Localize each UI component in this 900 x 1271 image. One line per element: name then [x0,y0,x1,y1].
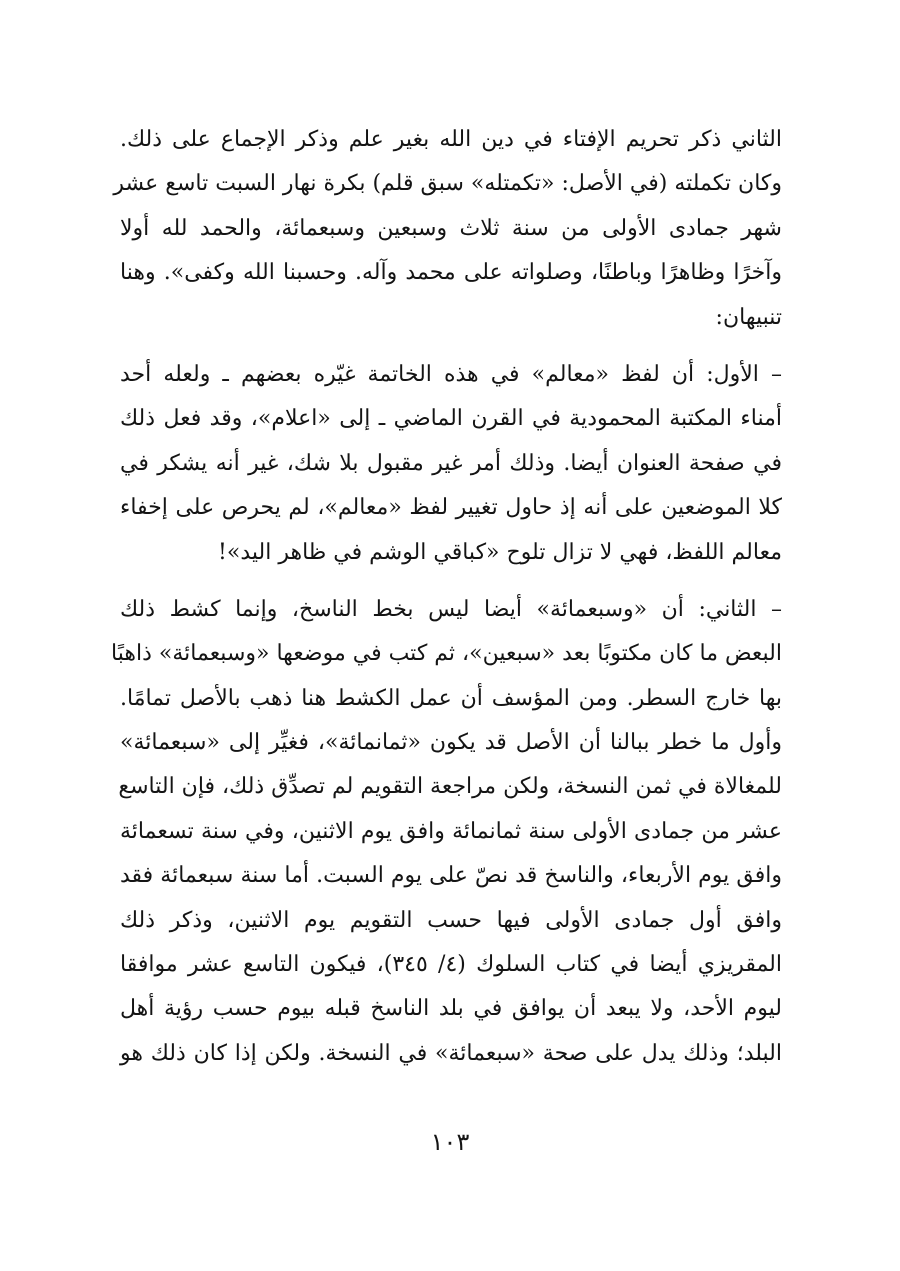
text-line: ليوم الأحد، ولا يبعد أن يوافق في بلد الناسخ قبله بيوم حسب رؤية أهل [120,996,782,1022]
text-line: – الأول: أن لفظ «معالم» في هذه الخاتمة غيّره بعضهم ـ ولعله أحد [120,361,782,387]
text-line: بها خارج السطر. ومن المؤسف أن عمل الكشط هنا ذهب بالأصل تمامًا. [120,685,782,711]
text-line: وكان تكملته (في الأصل: «تكمتله» سبق قلم) بكرة نهار السبت تاسع عشر [113,171,782,197]
text-line: وافق أول جمادى الأولى فيها حسب التقويم يوم الاثنين، وذكر ذلك [120,907,782,933]
page-number: ١٠٣ [430,1128,470,1156]
text-line: وآخرًا وظاهرًا وباطنًا، وصلواته على محمد وآله. وحسبنا الله وكفى». وهنا [120,260,782,286]
text-line: معالم اللفظ، فهي لا تزال تلوح «كباقي الوشم في ظاهر اليد»! [218,539,782,565]
text-line: للمغالاة في ثمن النسخة، ولكن مراجعة التقويم لم تصدِّق ذلك، فإن التاسع [118,774,782,800]
text-line: وافق يوم الأربعاء، والناسخ قد نصّ على يوم السبت. أما سنة سبعمائة فقد [120,863,782,889]
document-body [111,118,782,1076]
text-line: أمناء المكتبة المحمودية في القرن الماضي ـ إلى «اعلام»، وقد فعل ذلك [120,406,782,432]
text-line: الثاني ذكر تحريم الإفتاء في دين الله بغير علم وذكر الإجماع على ذلك. [120,127,782,152]
paragraph-colophon [113,118,782,340]
text-line: عشر من جمادى الأولى سنة ثمانمائة وافق يوم الاثنين، وفي سنة تسعمائة [120,818,782,844]
text-line: البلد؛ وذلك يدل على صحة «سبعمائة» في النسخة. ولكن إذا كان ذلك هو [120,1040,782,1066]
text-line: كلا الموضعين على أنه إذ حاول تغيير لفظ «معالم»، لم يحرص على إخفاء [120,495,782,521]
text-line: وأول ما خطر ببالنا أن الأصل قد يكون «ثمانمائة»، فغيِّر إلى «سبعمائة» [120,730,782,756]
paragraph-gap [120,575,782,588]
paragraph-second-note [111,588,782,1076]
text-line: – الثاني: أن «وسبعمائة» أيضا ليس بخط الناسخ، وإنما كشط ذلك [120,596,782,622]
text-line: تنبيهان: [715,304,782,330]
text-line: في صفحة العنوان أيضا. وذلك أمر غير مقبول بلا شك، غير أنه يشكر في [120,450,782,476]
text-line: شهر جمادى الأولى من سنة ثلاث وسبعين وسبعمائة، والحمد لله أولا [120,215,782,241]
text-line: المقريزي أيضا في كتاب السلوك (٤/ ٣٤٥)، فيكون التاسع عشر موافقا [120,952,782,978]
text-line: البعض ما كان مكتوبًا بعد «سبعين»، ثم كتب في موضعها «وسبعمائة» ذاهبًا [111,641,782,667]
paragraph-first-note [120,353,782,575]
paragraph-gap [120,340,782,353]
